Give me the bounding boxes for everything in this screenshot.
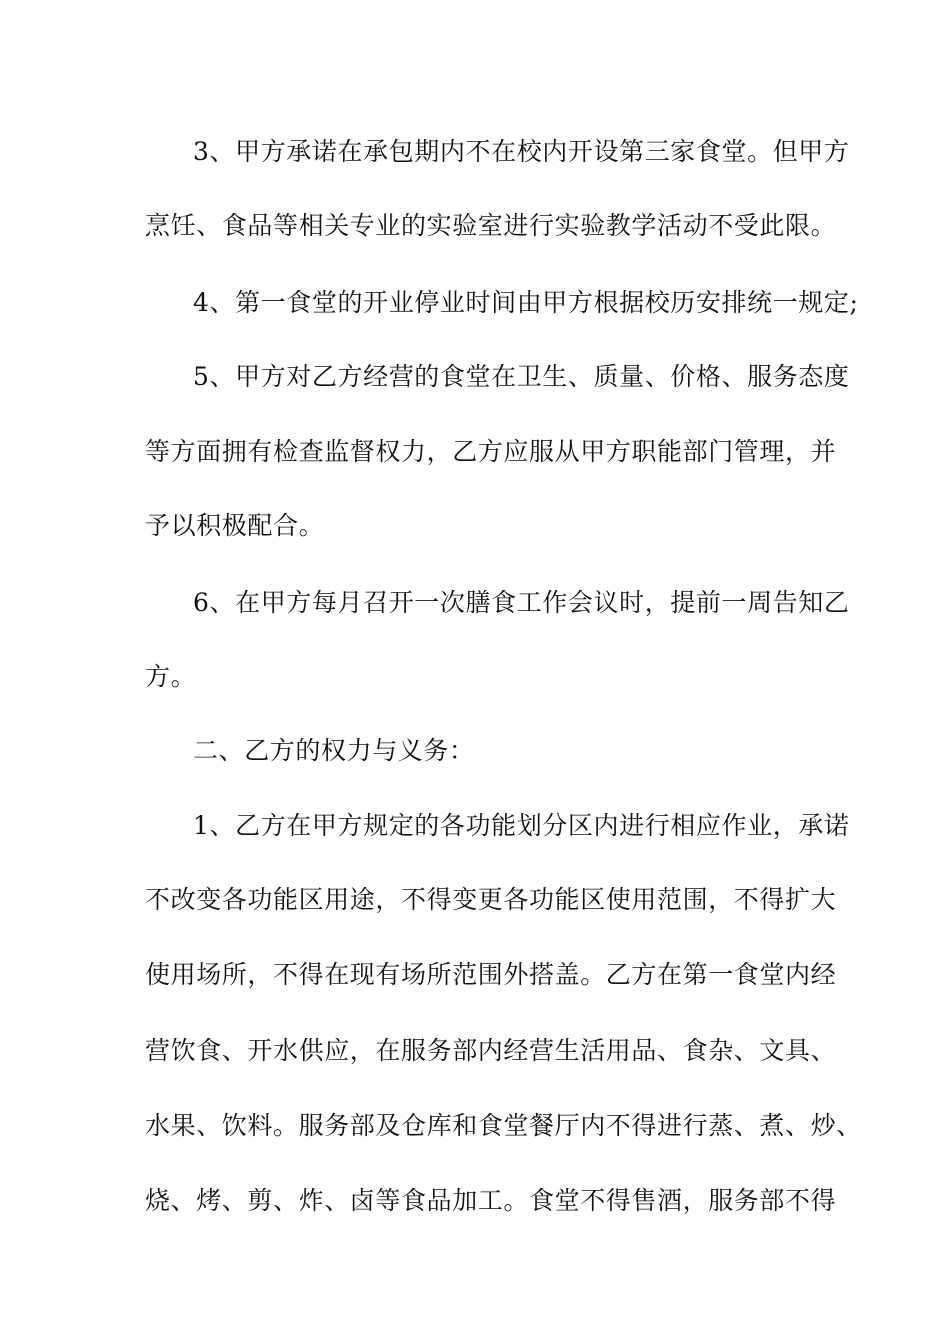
section-2-item-1-line-3: 使用场所，不得在现有场所范围外搭盖。乙方在第一食堂内经 xyxy=(145,960,837,989)
section-heading-2: 二、乙方的权力与义务： xyxy=(193,736,475,765)
paragraph-6-line-2: 方。 xyxy=(145,662,197,691)
paragraph-4-line-1: 4、第一食堂的开业停业时间由甲方根据校历安排统一规定; xyxy=(193,288,859,317)
paragraph-5-line-3: 予以积极配合。 xyxy=(145,511,325,540)
paragraph-3-line-1: 3、甲方承诺在承包期内不在校内开设第三家食堂。但甲方 xyxy=(193,137,850,166)
section-2-item-1-line-2: 不改变各功能区用途，不得变更各功能区使用范围，不得扩大 xyxy=(145,885,837,914)
paragraph-6-line-1: 6、在甲方每月召开一次膳食工作会议时，提前一周告知乙 xyxy=(193,588,850,617)
paragraph-5-line-1: 5、甲方对乙方经营的食堂在卫生、质量、价格、服务态度 xyxy=(193,362,850,391)
paragraph-5-line-2: 等方面拥有检查监督权力，乙方应服从甲方职能部门管理，并 xyxy=(145,437,837,466)
paragraph-3-line-2: 烹饪、食品等相关专业的实验室进行实验教学活动不受此限。 xyxy=(145,211,837,240)
section-2-item-1-line-4: 营饮食、开水供应，在服务部内经营生活用品、食杂、文具、 xyxy=(145,1036,837,1065)
section-2-item-1-line-1: 1、乙方在甲方规定的各功能划分区内进行相应作业，承诺 xyxy=(193,811,850,840)
section-2-item-1-line-6: 烧、烤、剪、炸、卤等食品加工。食堂不得售酒，服务部不得 xyxy=(145,1186,837,1215)
section-2-item-1-line-5: 水果、饮料。服务部及仓库和食堂餐厅内不得进行蒸、煮、炒、 xyxy=(145,1111,862,1140)
